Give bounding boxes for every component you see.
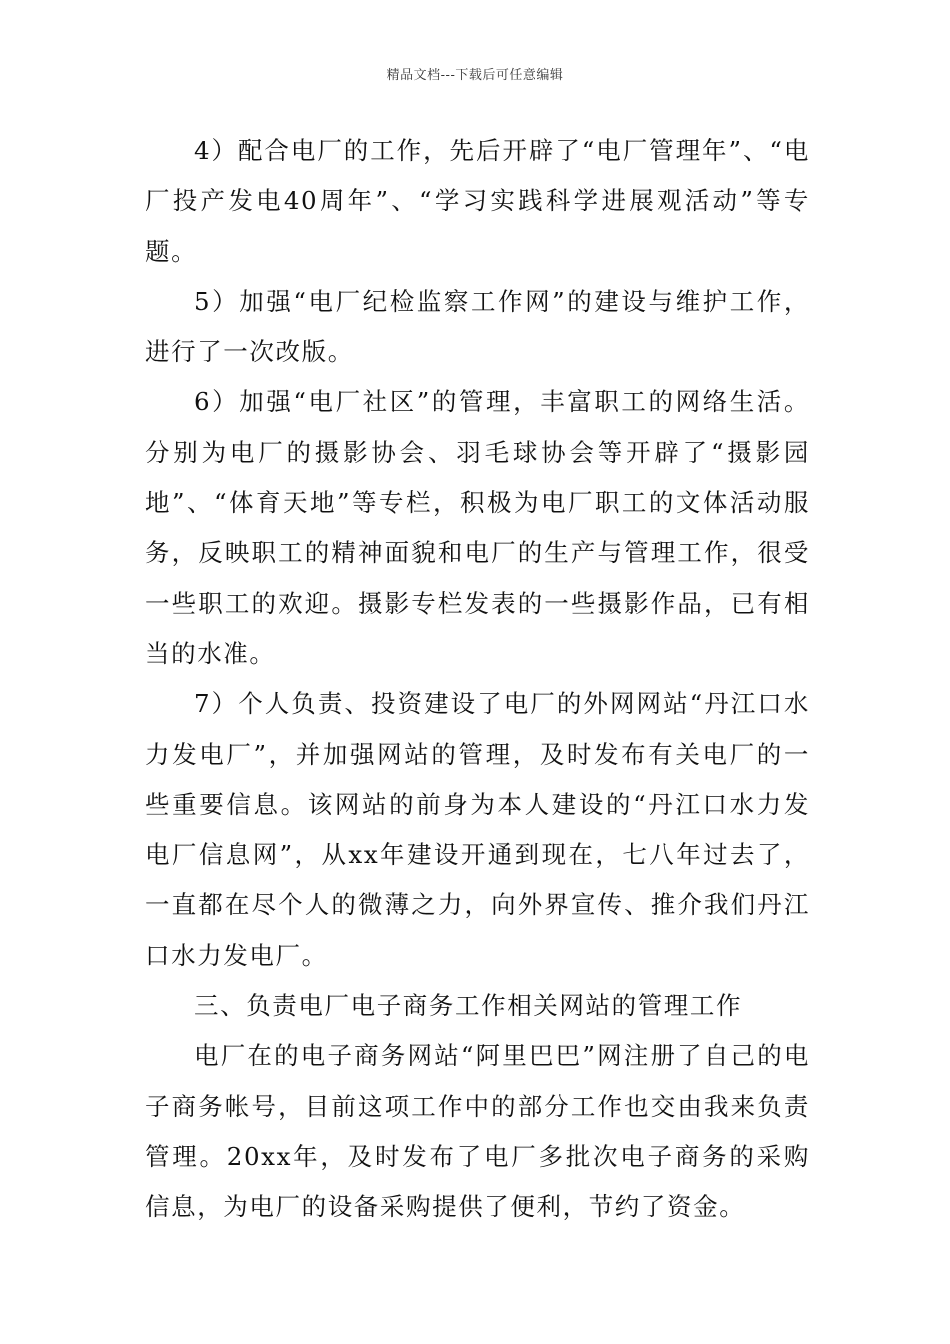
paragraph-ecommerce: 电厂在的电子商务网站“阿里巴巴”网注册了自己的电子商务帐号，目前这项工作中的部分工作也交由我来负责管理。20xx年，及时发布了电厂多批次电子商务的采购信息，为电厂的设备采购提供了便利，节约了资金。 xyxy=(145,1041,810,1222)
section-heading-3: 三、负责电厂电子商务工作相关网站的管理工作 xyxy=(194,991,743,1021)
page-header: 精品文档---下载后可任意编辑 xyxy=(386,68,564,83)
paragraph-item-4: 4）配合电厂的工作，先后开辟了“电厂管理年”、“电厂投产发电40周年”、“学习实践科学进展观活动”等专题。 xyxy=(145,136,810,266)
paragraph-item-5: 5）加强“电厂纪检监察工作网”的建设与维护工作，进行了一次改版。 xyxy=(145,286,810,367)
document-body xyxy=(145,126,810,1233)
paragraph-item-6: 6）加强“电厂社区”的管理，丰富职工的网络生活。分别为电厂的摄影协会、羽毛球协会等开辟了“摄影园地”、“体育天地”等专栏，积极为电厂职工的文体活动服务，反映职工的精神面貌和电厂的生产与管理工作，很受一些职工的欢迎。摄影专栏发表的一些摄影作品，已有相当的水准。 xyxy=(145,387,810,668)
paragraph-item-7: 7）个人负责、投资建设了电厂的外网网站“丹江口水力发电厂”，并加强网站的管理，及时发布有关电厂的一些重要信息。该网站的前身为本人建设的“丹江口水力发电厂信息网”，从xx年建设开通到现在，七八年过去了，一直都在尽个人的微薄之力，向外界宣传、推介我们丹江口水力发电厂。 xyxy=(145,689,810,970)
